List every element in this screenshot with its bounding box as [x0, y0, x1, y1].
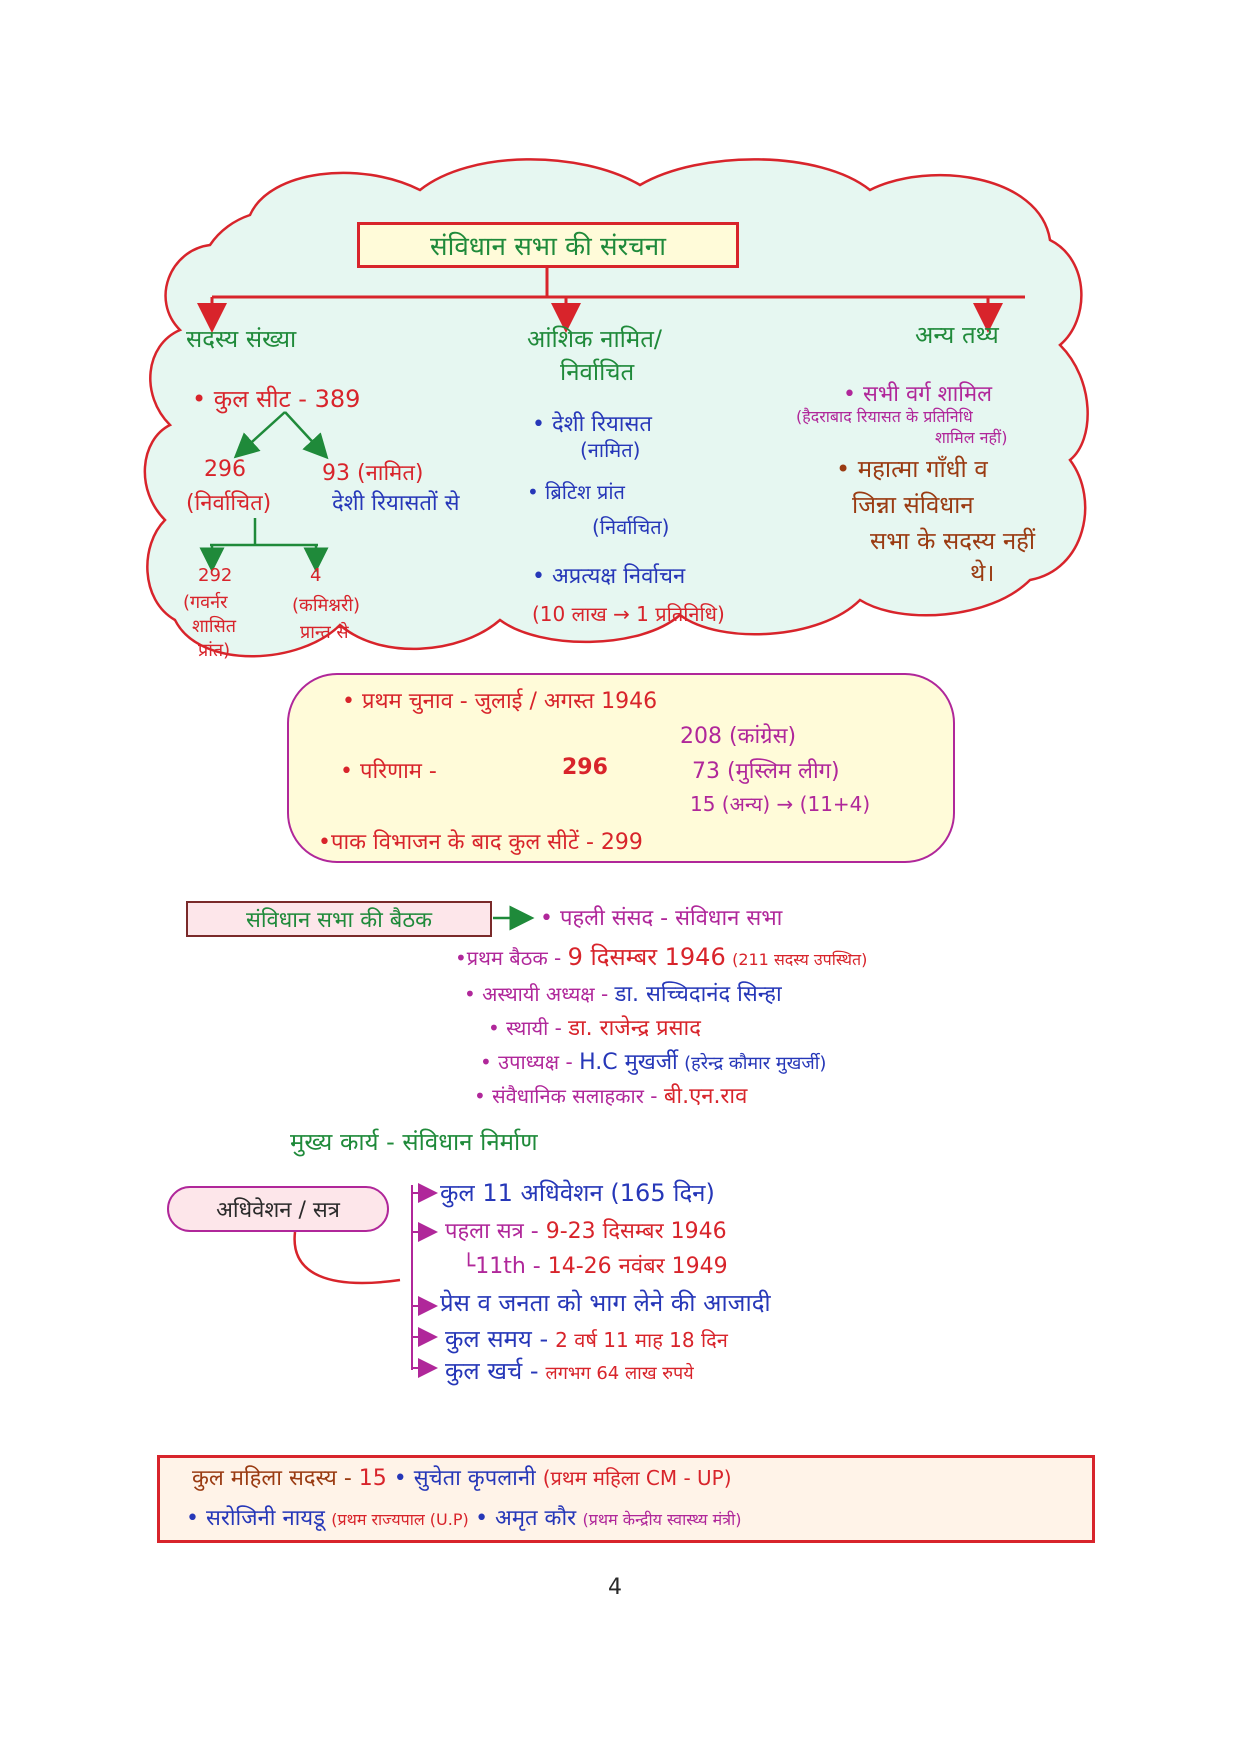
total-cost-value: लगभग 64 लाख रुपये — [545, 1363, 694, 1384]
result-total: 296 — [562, 755, 608, 780]
princely-states: • देशी रियासत — [532, 412, 652, 437]
perm-chair-label: • स्थायी - — [488, 1016, 562, 1040]
partial-heading-2: निर्वाचित — [560, 358, 635, 386]
page-number: 4 — [608, 1575, 622, 1600]
temp-chair-name: डा. सच्चिदानंद सिन्हा — [614, 982, 782, 1007]
sarojini-note: (प्रथम राज्यपाल (U.P) — [331, 1510, 469, 1529]
advisor-label: • संवैधानिक सलाहकार - — [474, 1084, 658, 1108]
vice-chair-full: (हरेन्द्र कौमार मुखर्जी) — [684, 1053, 827, 1074]
hyderabad-note-1: (हैदराबाद रियासत के प्रतिनिधि — [796, 407, 973, 426]
governor-note-2: शासित — [192, 616, 236, 637]
gandhi-line-4: थे। — [970, 559, 995, 587]
hyderabad-note-2: शामिल नहीं) — [935, 428, 1008, 447]
first-meeting-label: •प्रथम बैठक - — [455, 946, 562, 970]
amrit-name: • अमृत कौर — [475, 1506, 577, 1531]
total-time-line — [445, 1322, 728, 1355]
sucheta-note: (प्रथम महिला CM - UP) — [542, 1466, 732, 1490]
representation-ratio: (10 लाख → 1 प्रतिनिधि) — [532, 602, 725, 626]
women-total-count: 15 — [358, 1466, 387, 1491]
amrit-note: (प्रथम केन्द्रीय स्वास्थ्य मंत्री) — [582, 1510, 742, 1529]
other-heading: अन्य तथ्य — [915, 321, 999, 349]
gandhi-line-3: सभा के सदस्य नहीं — [870, 527, 1036, 555]
main-work: मुख्य कार्य - संविधान निर्माण — [290, 1128, 538, 1156]
temp-chair-line — [464, 978, 782, 1008]
first-election: • प्रथम चुनाव - जुलाई / अगस्त 1946 — [342, 689, 658, 714]
first-meeting-note: (211 सदस्य उपस्थित) — [732, 950, 868, 969]
british-provinces: • ब्रिटिश प्रांत — [527, 480, 625, 504]
first-session-line — [445, 1215, 727, 1245]
first-session-label: पहला सत्र - — [445, 1219, 539, 1244]
temp-chair-label: • अस्थायी अध्यक्ष - — [464, 982, 609, 1006]
other-seats: 15 (अन्य) → (11+4) — [690, 792, 871, 816]
first-parliament-line — [540, 902, 782, 932]
sessions-tag — [167, 1186, 389, 1232]
vice-chair-name: H.C मुखर्जी — [579, 1050, 678, 1075]
sucheta-name: • सुचेता कृपलानी — [393, 1466, 536, 1491]
meeting-tag — [186, 901, 492, 937]
all-classes: • सभी वर्ग शामिल — [843, 382, 993, 407]
governor-note-3: प्रांत) — [198, 640, 231, 661]
partial-heading-1: आंशिक नामित/ — [527, 325, 662, 353]
total-time-value: 2 वर्ष 11 माह 18 दिन — [555, 1328, 728, 1352]
league-seats: 73 (मुस्लिम लीग) — [692, 759, 840, 784]
elected-count: 296 — [204, 457, 246, 482]
total-seats: • कुल सीट - 389 — [192, 385, 361, 413]
structure-title: संविधान सभा की संरचना — [430, 232, 666, 262]
total-time-label: कुल समय - — [445, 1325, 549, 1353]
elected-note: (निर्वाचित) — [186, 491, 272, 516]
women-line-1 — [192, 1462, 732, 1492]
commissioner-count: 4 — [310, 565, 322, 586]
nominated-count: 93 (नामित) — [322, 461, 424, 486]
first-parliament: • पहली संसद - संविधान सभा — [540, 906, 783, 931]
perm-chair-name: डा. राजेन्द्र प्रसाद — [568, 1016, 701, 1041]
total-cost-line — [445, 1354, 694, 1387]
vice-chair-label: • उपाध्यक्ष - — [480, 1050, 573, 1074]
total-cost-label: कुल खर्च - — [445, 1357, 539, 1385]
eleventh-session-label: └11th - — [462, 1254, 541, 1279]
result-label: • परिणाम - — [340, 759, 437, 784]
structure-title-box — [357, 222, 739, 268]
british-provinces-note: (निर्वाचित) — [592, 515, 670, 539]
congress-seats: 208 (कांग्रेस) — [680, 724, 797, 749]
commissioner-note-2: प्रान्त से — [300, 622, 349, 643]
perm-chair-line — [488, 1012, 701, 1042]
indirect-election: • अप्रत्यक्ष निर्वाचन — [532, 564, 686, 589]
eleventh-session-dates: 14-26 नवंबर 1949 — [547, 1254, 728, 1279]
women-total-label: कुल महिला सदस्य - — [192, 1466, 352, 1491]
meeting-tag-label: संविधान सभा की बैठक — [245, 908, 433, 933]
advisor-name: बी.एन.राव — [663, 1084, 748, 1109]
commissioner-note-1: (कमिश्नरी) — [292, 595, 361, 616]
first-meeting-line — [455, 940, 867, 973]
governor-note-1: (गवर्नर — [183, 592, 228, 613]
members-heading: सदस्य संख्या — [186, 325, 297, 353]
first-session-dates: 9-23 दिसम्बर 1946 — [545, 1219, 727, 1244]
sarojini-name: • सरोजिनी नायडू — [186, 1506, 325, 1531]
nominated-from: देशी रियासतों से — [332, 491, 460, 516]
sessions-tag-label: अधिवेशन / सत्र — [216, 1198, 340, 1223]
gandhi-line-2: जिन्ना संविधान — [852, 491, 974, 519]
eleventh-session-line — [462, 1250, 728, 1280]
women-line-2 — [186, 1502, 741, 1532]
after-partition-seats: •पाक विभाजन के बाद कुल सीटें - 299 — [318, 830, 643, 855]
sessions-total: कुल 11 अधिवेशन (165 दिन) — [440, 1179, 715, 1207]
princely-states-note: (नामित) — [580, 438, 641, 462]
first-meeting-date: 9 दिसम्बर 1946 — [567, 943, 726, 971]
governor-count: 292 — [198, 565, 233, 586]
vice-chair-line — [480, 1046, 826, 1076]
gandhi-line-1: • महात्मा गाँधी व — [836, 455, 988, 483]
advisor-line — [474, 1080, 747, 1110]
press-freedom: प्रेस व जनता को भाग लेने की आजादी — [440, 1289, 771, 1317]
